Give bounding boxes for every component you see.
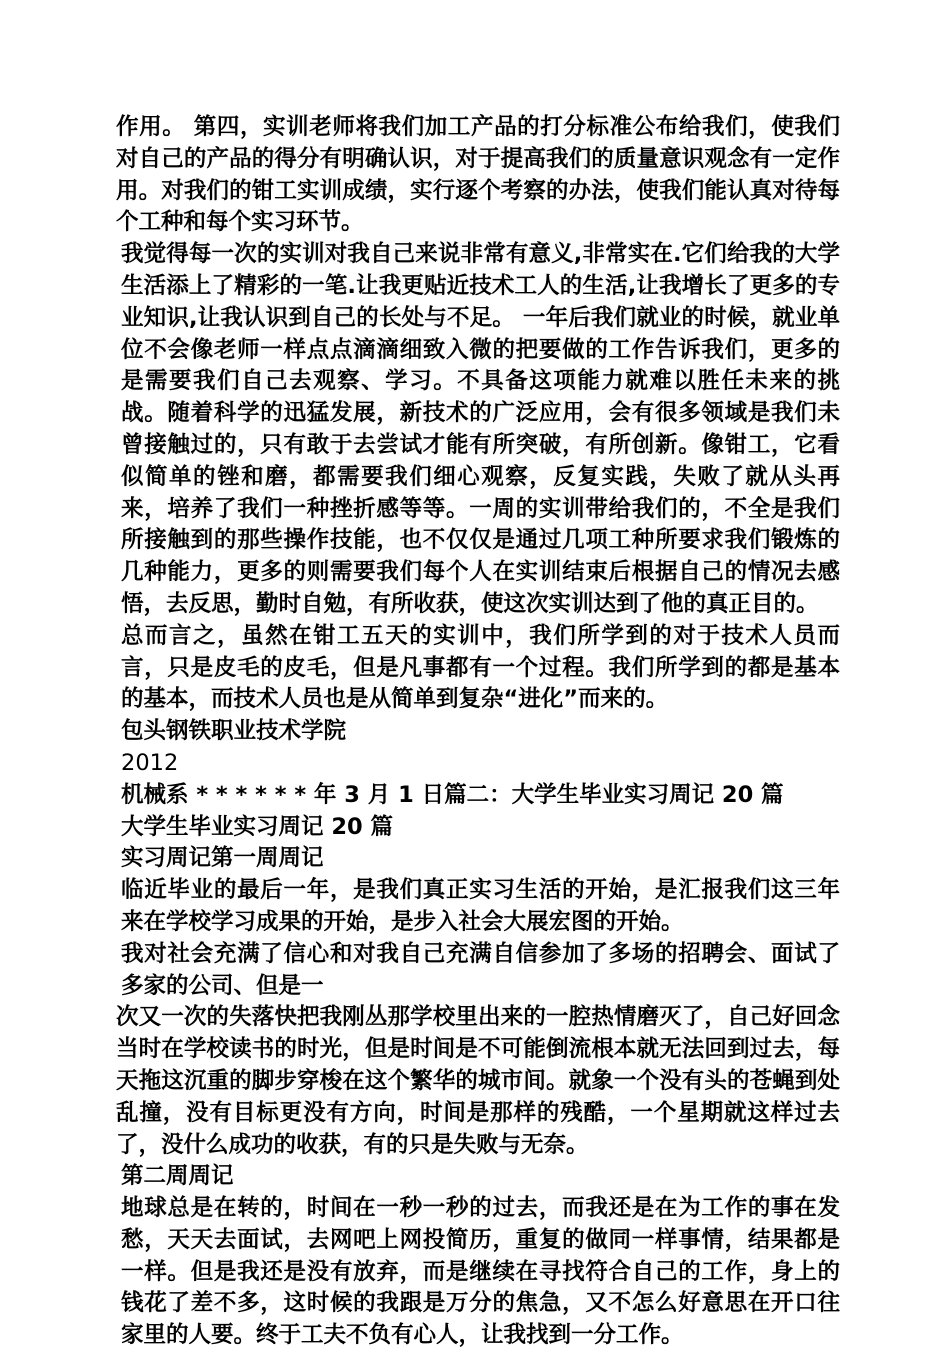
week1-paragraph-2: 我对社会充满了信心和对我自己充满自信参加了多场的招聘会、面试了多家的公司、但是一	[121, 940, 840, 999]
week1-heading: 实习周记第一周周记	[121, 845, 324, 872]
week2-paragraph: 地球总是在转的，时间在一秒一秒的过去，而我还是在为工作的事在发愁，天天去面试，去网吧上网投简历，重复的做同一样事情，结果都是一样。但是我还是没有放弃，而是继续在寻找符合自己的工作，身上的钱花了差不多，这时候的我跟是万分的焦急，又不怎么好意思在开口往家里的人要。终于工夫不负有心人，让我找到一分工作。	[121, 1195, 840, 1349]
year-line: 2012	[121, 749, 179, 776]
paragraph-training-reflection: 我觉得每一次的实训对我自己来说非常有意义,非常实在.它们给我的大学生活添上了精彩的一笔.让我更贴近技术工人的生活,让我增长了更多的专业知识,让我认识到自己的长处与不足。 一年后我们就业的时候，就业单位不会像老师一样点点滴滴细致入微的把要做的工作告诉我们，更多的是需要我们自己去观察、学习。不具备这项能力就难以胜任未来的挑战。随着科学的迅猛发展，新技术的广泛应用，会有很多领域是我们未曾接触过的，只有敢于去尝试才能有所突破，有所创新。像钳工，它看似简单的锉和磨，都需要我们细心观察，反复实践，失败了就从头再来，培养了我们一种挫折感等等。一周的实训带给我们的，不全是我们所接触到的那些操作技能，也不仅仅是通过几项工种所要求我们锻炼的几种能力，更多的则需要我们每个人在实训结束后根据自己的情况去感悟，去反思，勤时自勉，有所收获，使这次实训达到了他的真正目的。	[121, 241, 840, 617]
school-name: 包头钢铁职业技术学院	[121, 718, 347, 745]
week1-paragraph-3: 次又一次的失落快把我刚丛那学校里出来的一腔热情磨灭了，自己好回念当时在学校读书的时光，但是时间是不可能倒流根本就无法回到过去，每天拖这沉重的脚步穿梭在这个繁华的城市间。就象一个没有头的苍蝇到处乱撞，没有目标更没有方向，时间是那样的残酷，一个星期就这样过去了，没什么成功的收获，有的只是失败与无奈。	[116, 1004, 840, 1158]
section-title: 大学生毕业实习周记 20 篇	[121, 813, 393, 840]
week2-heading: 第二周周记	[121, 1163, 234, 1190]
document-body	[116, 112, 840, 1352]
paragraph-training-evaluation: 作用。 第四，实训老师将我们加工产品的打分标准公布给我们，使我们对自己的产品的得分有明确认识，对于提高我们的质量意识观念有一定作用。对我们的钳工实训成绩，实行逐个考察的办法，使我们能认真对待每个工种和每个实习环节。	[116, 114, 840, 236]
week1-paragraph-1: 临近毕业的最后一年，是我们真正实习生活的开始，是汇报我们这三年来在学校学习成果的开始，是步入社会大展宏图的开始。	[121, 877, 840, 935]
paragraph-conclusion: 总而言之，虽然在钳工五天的实训中，我们所学到的对于技术人员而言，只是皮毛的皮毛，但是凡事都有一个过程。我们所学到的都是基本的基本，而技术人员也是从简单到复杂“进化”而来的。	[121, 622, 840, 713]
department-date-title-line: 机械系 * * * * * * 年 3 月 1 日篇二：大学生毕业实习周记 20 篇	[121, 781, 784, 808]
